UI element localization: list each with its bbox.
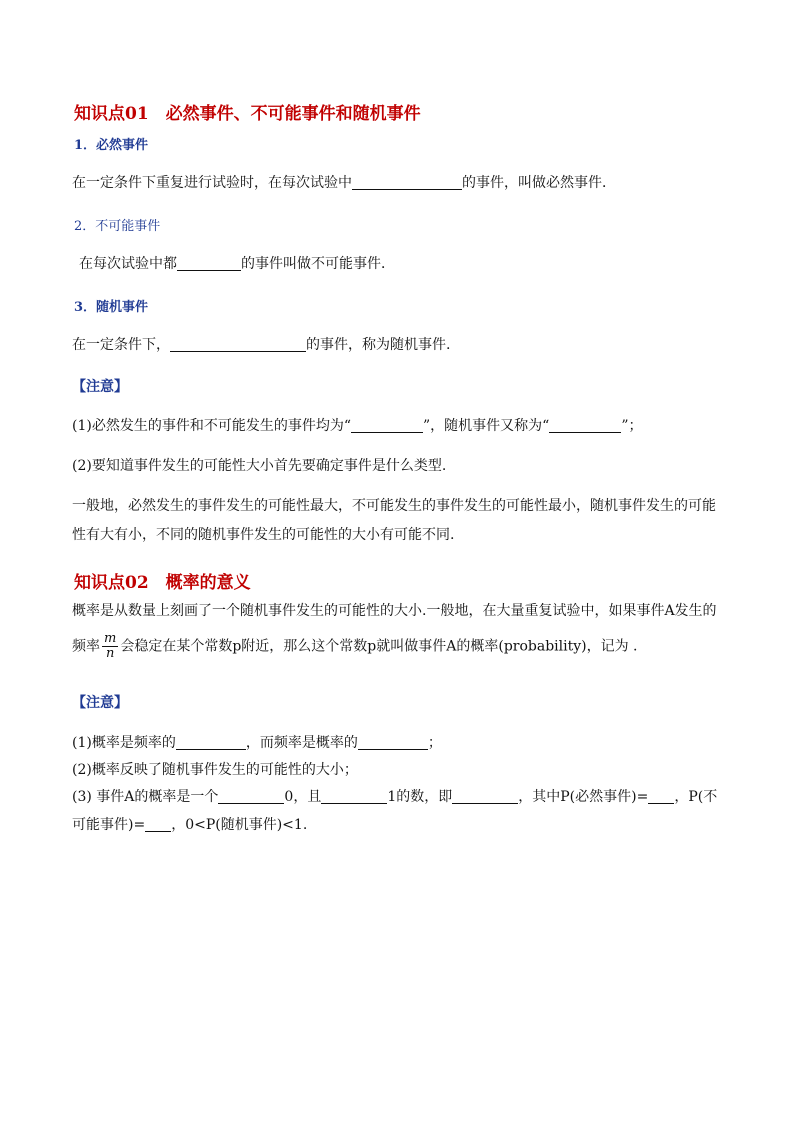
note-prob-item-2: (2)概率反映了随机事件发生的可能性的大小； — [72, 762, 358, 778]
fill-blank — [358, 734, 428, 750]
fill-blank — [452, 788, 518, 804]
text: 1的数，即 — [387, 789, 453, 805]
text: 可能事件)= — [72, 817, 146, 833]
text: ，0<P(随机事件)<1. — [171, 817, 308, 833]
text: 在一定条件下重复进行试验时，在每次试验中 — [72, 175, 352, 191]
text: (1)概率是频率的 — [72, 735, 176, 751]
fill-blank — [218, 788, 284, 804]
fill-blank — [177, 255, 241, 271]
paragraph-probability-line-1: 概率是从数量上刻画了一个随机事件发生的可能性的大小.一般地，在大量重复试验中，如果事件A发生的 — [72, 603, 717, 619]
fraction-denominator: n — [105, 646, 115, 661]
note-label-2: 【注意】 — [72, 695, 128, 711]
fill-blank — [170, 336, 306, 352]
paragraph-line-1: 一般地，必然发生的事件发生的可能性最大，不可能发生的事件发生的可能性最小，随机事件发生的可能 — [72, 498, 716, 514]
text: ，其中P(必然事件)= — [518, 789, 649, 805]
fill-blank — [648, 788, 674, 804]
note-label-1: 【注意】 — [72, 379, 128, 395]
fill-blank — [549, 417, 621, 433]
text: 在一定条件下， — [72, 337, 170, 353]
heading-certain-event: 1．必然事件 — [74, 138, 149, 153]
text: 的事件，叫做必然事件． — [462, 175, 616, 191]
text: ，而频率是概率的 — [245, 735, 358, 751]
note-prob-item-3-cont — [72, 815, 307, 835]
fraction-m-over-n — [102, 632, 118, 661]
paragraph-probability-line-2 — [72, 632, 638, 661]
text: ”，随机事件又称为“ — [423, 418, 550, 434]
note-prob-item-3 — [72, 787, 717, 807]
text: 频率 — [72, 638, 100, 655]
paragraph-random-event — [72, 335, 450, 355]
fill-blank — [145, 816, 171, 832]
text: ； — [427, 735, 442, 751]
text: (3) 事件A的概率是一个 — [72, 789, 219, 805]
fraction-numerator: m — [104, 631, 117, 646]
fill-blank — [176, 734, 246, 750]
text: 的事件，称为随机事件. — [306, 337, 451, 353]
note-item-2: (2)要知道事件发生的可能性大小首先要确定事件是什么类型. — [72, 458, 447, 474]
text: ，P(不 — [674, 789, 718, 805]
text: 会稳定在某个常数p附近，那么这个常数p就叫做事件A的概率(probability)，记为 . — [120, 638, 638, 655]
text: ”； — [621, 418, 643, 434]
text: 0，且 — [284, 789, 322, 805]
text: 在每次试验中都 — [79, 256, 177, 272]
section-title-1: 知识点01 必然事件、不可能事件和随机事件 — [74, 104, 421, 124]
fill-blank — [351, 417, 423, 433]
text: 的事件叫做不可能事件． — [241, 256, 395, 272]
paragraph-impossible-event — [79, 254, 395, 274]
note-prob-item-1 — [72, 733, 442, 753]
heading-impossible-event: 2．不可能事件 — [74, 219, 161, 234]
note-item-1 — [72, 416, 643, 436]
text: (1)必然发生的事件和不可能发生的事件均为“ — [72, 418, 351, 434]
section-title-2: 知识点02 概率的意义 — [74, 573, 251, 593]
fill-blank — [352, 174, 462, 190]
fill-blank — [321, 788, 387, 804]
paragraph-certain-event — [72, 173, 616, 193]
heading-random-event: 3．随机事件 — [74, 300, 149, 315]
paragraph-line-2: 性有大有小，不同的随机事件发生的可能性的大小有可能不同. — [72, 527, 455, 543]
